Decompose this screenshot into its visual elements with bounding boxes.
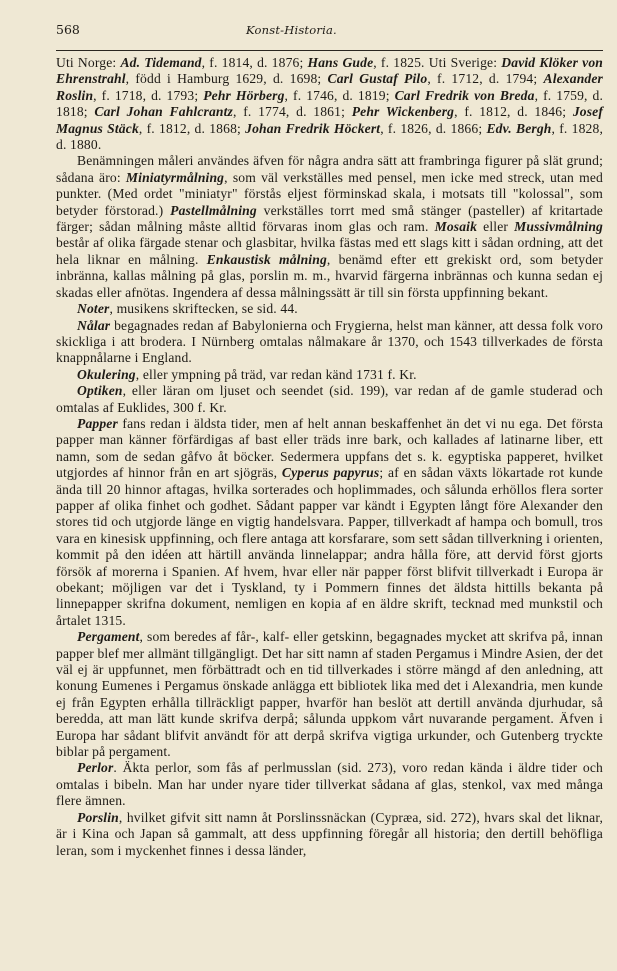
body-text-run: , f. 1746, d. 1819; — [284, 87, 395, 103]
term-highlight: Porslin — [77, 809, 119, 825]
body-text-run: , f. 1718, d. 1793; — [93, 87, 204, 103]
term-highlight: Carl Fredrik von Breda — [394, 87, 535, 103]
body-text-run: Uti Norge: — [56, 55, 121, 70]
paragraph — [56, 367, 603, 383]
term-highlight: Papper — [77, 415, 118, 431]
term-highlight: Miniatyrmålning — [125, 169, 225, 185]
body-text-run: , benämd efter ett grekiskt ord, som betyder inbränna, kallas målning på glas, porslin m. m., hvarvid färgerna inbrännas och kunna sedan ej skadas eller afnötas. Ingendera af dessa målningssätt är till sin första uppfinning bekant. — [56, 251, 603, 300]
term-highlight: Josef Magnus Stäck — [56, 104, 604, 136]
term-highlight: David Klöker von Ehrenstrahl — [56, 55, 603, 87]
body-text-run: , eller ympning på träd, var redan känd 1731 f. Kr. — [135, 366, 417, 382]
body-text-run: ; af en sådan växts lökartade rot kunde ända till 20 hinnor aftagas, hvilka sorterades och hoplimmades, och sålunda erhöllos flera sorter papper af olika finhet och godhet. Sådant papper var kändt i Egypten långt före Alexander den stores tid och utgjorde länge en vigtig handelsvara. Papper, tillverkadt af hampa och bomull, tros vara en kinesisk uppfinning, och flere antaga att korsfarare, som sett sådan tillverkning i orienten, kommit på den idéen att härtill använda linnelappar; andra hålla före, att dervid först gjorts försök af morerna i Spanien. Af hvem, hvar eller när papper först blifvit tillverkadt i Europa är obekant; möjligen var det i Tyskland, ty i Pommern finnes det äldsta hittills bekanta på linnepapper skrifna dokument, nemligen en kopia af en äldre skrift, tecknad med munkstil och årtalet 1315. — [56, 465, 603, 628]
term-highlight: Noter — [77, 301, 110, 317]
term-highlight: Carl Gustaf Pilo — [327, 71, 428, 87]
page-header — [56, 22, 603, 38]
term-highlight: Pergament — [77, 629, 140, 645]
paragraph — [56, 760, 603, 809]
term-highlight: Carl Johan Fahlcrantz — [94, 104, 233, 120]
term-highlight: Pehr Wickenberg — [351, 104, 455, 120]
body-text-run: , f. 1712, d. 1794; — [427, 71, 544, 87]
body-text-run: , f. 1759, d. 1818; — [56, 87, 604, 120]
body-text — [56, 55, 603, 859]
paragraph — [56, 55, 603, 153]
body-text-run: begagnades redan af Babylonierna och Frygierna, helst man känner, att dessa folk voro skickliga i att brodera. I Nürnberg omtalas nålmakare år 1370, och 1543 tillverkades de första knappnålarne i England. — [56, 317, 603, 366]
paragraph — [56, 629, 603, 760]
body-text-run: verkställes torrt med små stänger (pasteller) af kritartade färger; sådan målning måste alltid förvaras inom glas och ram. — [56, 202, 603, 235]
body-text-run: , f. 1826, d. 1866; — [380, 120, 487, 136]
running-title: Konst-Historia. — [246, 23, 337, 37]
paragraph — [56, 153, 603, 301]
term-highlight: Okulering — [77, 366, 136, 382]
page-number: 568 — [56, 22, 80, 37]
term-highlight: Mosaik — [434, 219, 478, 235]
body-text-run: , hvilket gifvit sitt namn åt Porslinssnäckan (Cypræa, sid. 272), hvars skal det liknar, är i Kina och Japan så gammalt, att dess uppfinning föregår all historia; den dertill behöfliga leran, som i myckenhet finnes i dessa länder, — [56, 809, 603, 858]
body-text-run: består af olika färgade stenar och glasbitar, hvilka fästas med ett slags kitt i sådan ordning, att det hela liknar en målning. — [56, 235, 603, 267]
body-text-run: fans redan i äldsta tider, men af helt annan beskaffenhet än det vi nu ega. Det första papper man känner förfärdigas af bast eller träds inre bark, och kallades af latinarne liber, ett namn, som de sedan gåfvo åt böcker. Sedermera uppfans det s. k. egyptiska papperet, hvilket utgjordes af hinnor från en art sjögräs, — [56, 415, 603, 481]
term-highlight: Alexander Roslin — [56, 71, 603, 103]
term-highlight: Nålar — [77, 317, 111, 333]
term-highlight: Edv. Bergh — [486, 120, 552, 136]
body-text-run: , f. 1812, d. 1846; — [454, 104, 573, 120]
body-text-run: , f. 1774, d. 1861; — [232, 104, 352, 120]
term-highlight: Cyperus papyrus — [281, 465, 380, 481]
term-highlight: Optiken — [77, 383, 123, 399]
body-text-run: , musikens skriftecken, se sid. 44. — [109, 301, 298, 317]
paragraph — [56, 301, 603, 317]
term-highlight: Perlor — [77, 760, 114, 776]
body-text-run: , f. 1828, d. 1880. — [56, 120, 603, 153]
body-text-run: , eller läran om ljuset och seendet (sid. 199), var redan af de gamle studerad och omtalas af Euklides, 300 f. Kr. — [56, 383, 603, 415]
body-text-run: . Äkta perlor, som fås af perlmusslan (sid. 273), voro redan kända i äldre tider och omtalas i bibeln. Man har under nyare tider tillverkat sådana af glas, stenkol, vax med många flere ämnen. — [56, 760, 603, 809]
term-highlight: Pehr Hörberg — [203, 87, 285, 103]
body-text-run: , som beredes af får-, kalf- eller getskinn, begagnades mycket att skrifva på, innan papper blef mer allmänt tillgängligt. Det har sitt namn af staden Pergamus i Mindre Asien, der det väl ej är uppfunnet, men förbättradt och en tid tillverkades i större mängd af den anledning, att konung Eumenes i Pergamus önskade anlägga ett bibliotek lika med det i Alexandria, men kunde ej från Egypten erhålla tillräckligt papper, hvarför han beslöt att dertill använda djurhudar, så beredda, att man lätt kunde skrifva derpå; sålunda uppkom vårt nuvarande pergament. Äfven i Europa har sådant blifvit användt för att derpå skrifva vigtiga urkunder, och Gutenberg tryckte biblar på pergament. — [56, 629, 603, 760]
paragraph — [56, 810, 603, 859]
body-text-run: , som väl verkställes med pensel, men icke med streck, utan med punkter. (Med ordet "miniatyr" förstås eljest förminskad skala, i motsats till "kolossal", som betyder förstorad.) — [56, 169, 603, 218]
body-text-run: , född i Hamburg 1629, d. 1698; — [125, 71, 328, 87]
term-highlight: Mussivmålning — [514, 219, 604, 235]
body-text-run: eller — [477, 219, 515, 235]
body-text-run: Benämningen måleri användes äfven för några andra sätt att frambringa figurer på slät grund; sådana äro: — [56, 153, 603, 185]
paragraph — [56, 383, 603, 416]
body-text-run: , f. 1825. Uti Sverige: — [373, 55, 502, 70]
term-highlight: Hans Gude — [307, 55, 374, 70]
term-highlight: Enkaustisk målning — [206, 251, 327, 267]
term-highlight: Pastellmålning — [170, 202, 257, 218]
body-text-run: , f. 1814, d. 1876; — [201, 55, 308, 70]
body-text-run: , f. 1812, d. 1868; — [138, 120, 246, 136]
paragraph — [56, 318, 603, 367]
header-rule — [56, 50, 603, 51]
paragraph — [56, 416, 603, 629]
term-highlight: Johan Fredrik Höckert — [245, 120, 381, 136]
term-highlight: Ad. Tidemand — [120, 55, 202, 70]
